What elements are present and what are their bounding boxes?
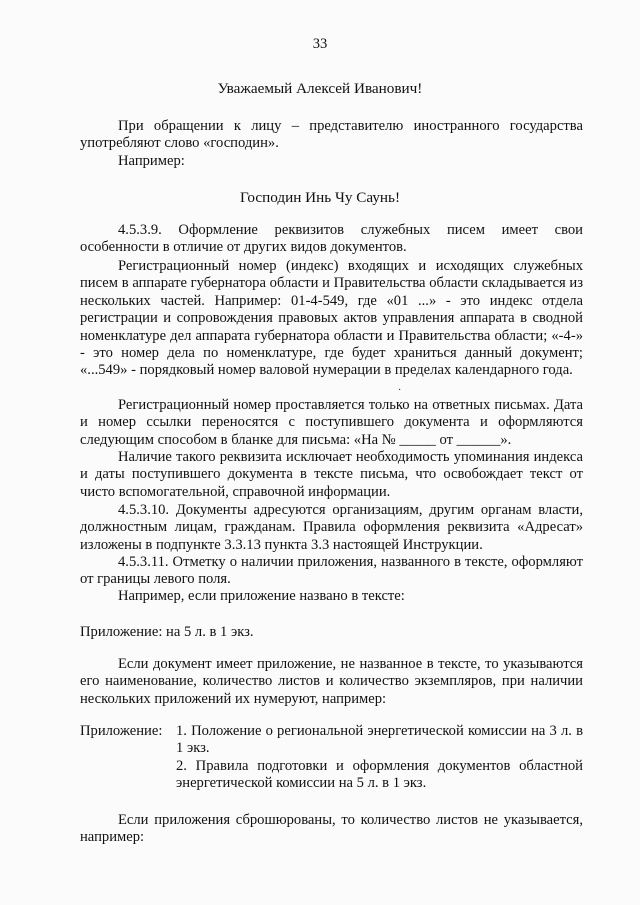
salutation-example: Уважаемый Алексей Иванович! [217,80,423,97]
example-heading: Господин Инь Чу Саунь! [239,189,401,206]
paragraph-requisite-presence: Наличие такого реквизита исключает необходимость упоминания индекса и даты поступившего документа в тексте письма, что освобождает текст от чисто вспомогательной, справочной информации. [80,449,583,500]
attachment-item: 1. Положение о региональной энергетической комиссии на 3 л. в 1 экз. [176,723,583,757]
scan-speck: · [398,385,402,396]
page-number: 33 [312,36,328,52]
attachment-list-label: Приложение: [80,723,163,739]
attachment-simple: Приложение: на 5 л. в 1 экз. [80,624,254,640]
paragraph-4-5-3-10: 4.5.3.10. Документы адресуются организациям, другим органам власти, должностным лицам, гражданам. Правила оформления реквизита «Адресат» изложены в подпункте 3.3.13 пункта 3.3 настоящей Инструкции. [80,502,583,553]
paragraph-4-5-3-9: 4.5.3.9. Оформление реквизитов служебных писем имеет свои особенности в отличие от других видов документов. [80,222,583,256]
attachment-list [80,723,583,793]
paragraph-registration-number: Регистрационный номер (индекс) входящих и исходящих служебных писем в аппарате губернатора области и Правительства области складывается из нескольких частей. Например: 01-4-549, где «01 ...» - это индекс отдела регистрации и сопровождения правовых актов управления аппарата в сводной номенклатуре дел аппарата губернатора области и Правительства области; «-4-» - это номер дела по номенклатуре, где будет храниться данный документ; «...549» - порядковый номер валовой нумерации в пределах календарного года. [80,258,583,379]
paragraph-attachment-not-named: Если документ имеет приложение, не названное в тексте, то указываются его наименование, количество листов и количество экземпляров, при наличии нескольких приложений их нумеруют, например: [80,656,583,707]
paragraph-example-label: Например: [118,153,185,169]
paragraph-foreign-address: При обращении к лицу – представителю иностранного государства употребляют слово «господин». [80,118,583,152]
attachment-item: 2. Правила подготовки и оформления документов областной энергетической комиссии на 5 л. в 1 экз. [176,757,583,792]
paragraph-attachment-named: Например, если приложение названо в тексте: [118,588,405,604]
paragraph-4-5-3-11: 4.5.3.11. Отметку о наличии приложения, названного в тексте, оформляют от границы левого поля. [80,554,583,588]
paragraph-reply-number: Регистрационный номер проставляется только на ответных письмах. Дата и номер ссылки переносятся с поступившего документа и оформляются следующим способом в бланке для письма: «На № _____ от ______». [80,397,583,448]
paragraph-bound-attachments: Если приложения сброшюрованы, то количество листов не указывается, например: [80,812,583,846]
